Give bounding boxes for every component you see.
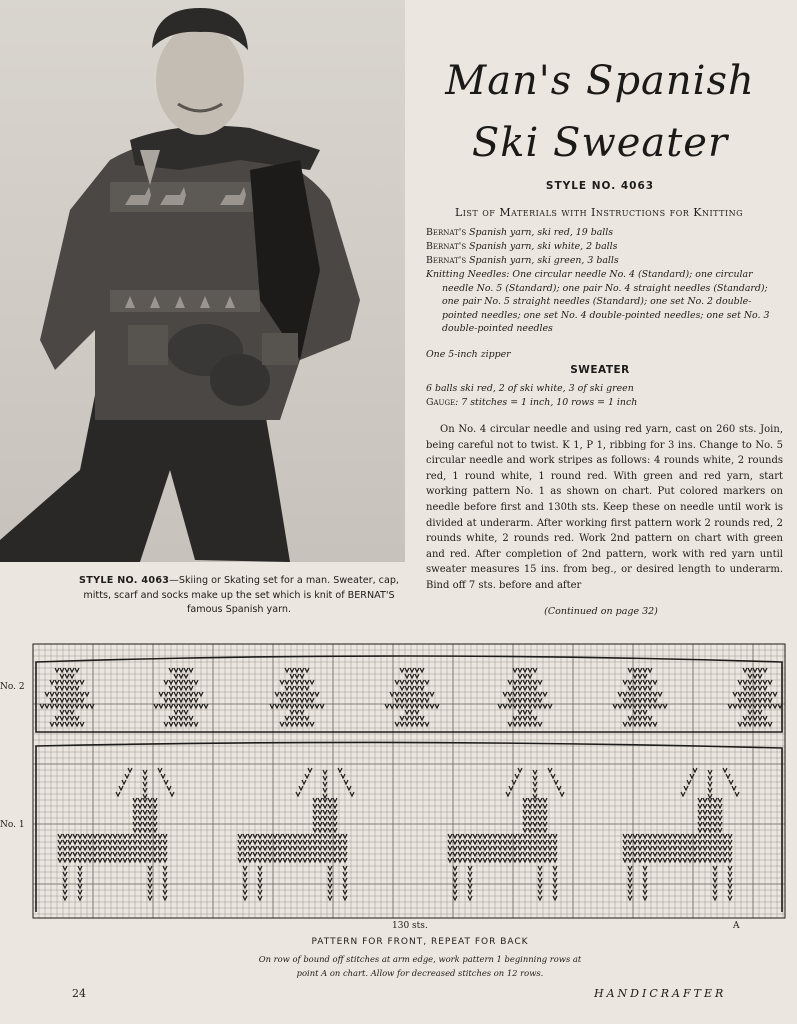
chart-label-no2: No. 2 [0,682,25,692]
knitting-chart [0,640,797,934]
tree-motif [40,668,94,726]
photo-caption [72,574,406,618]
material-item [426,240,771,254]
reindeer-motif [448,768,564,900]
reindeer-motif [58,768,174,900]
gauge-label: Gauge [426,397,456,408]
style-number: STYLE NO. 4063 [545,180,655,192]
material-item [426,226,771,240]
needles-list: Knitting Needles: One circular needle No. 4 (Standard); one circular needle No. 5 (Standard); one pair No. 4 straight needles (Standard); one pair No. 5 straight needles (Standard); one set No. 2 double-pointed needles; one set No. 4 double-pointed needles; one set No. 3 double-pointed needles [426,269,770,335]
tree-motif [154,668,208,726]
model-photo [0,0,405,562]
chart-label-no1: No. 1 [0,820,25,830]
material-text: Spanish yarn, ski red, 19 balls [469,227,614,238]
material-brand: Bernat's [426,241,467,252]
sweater-instructions: On No. 4 circular needle and using red yarn, cast on 260 sts. Join, being careful not to twist. K 1, P 1, ribbing for 3 ins. Change to No. 5 circular needle and work stripes as follows: 4 rounds white, 2 rounds red, 1 round white, 1 round red. With green and red yarn, start working pattern No. 1 as shown on chart. Put colored markers on needle before first and 130th sts. Keep these on needle until work is divided at underarm. After working first pattern work 2 rounds red, 2 rounds white, 2 rounds red. Work 2nd pattern on chart with green and red. After completion of 2nd pattern, work with red yarn until sweater measures 15 ins. from beg., or desired length to underarm. Bind off 7 sts. before and after [426,424,783,591]
chart-point-a: A [733,921,740,931]
photo-illustration [0,0,405,562]
knitting-chart-grid [0,640,797,930]
sweater-yarn: 6 balls ski red, 2 of ski white, 3 of ski green [426,383,634,394]
page-title-line2: Ski Sweater [471,120,729,166]
continued-note: (Continued on page 32) [544,606,658,617]
gauge-line [426,396,771,410]
page-number: 24 [72,987,86,1000]
caption-style-label: STYLE NO. 4063 [79,575,170,586]
materials-heading: List of Materials with Instructions for Knitting [454,206,744,219]
page-title-line1: Man's Spanish [445,58,755,104]
zipper-item: One 5-inch zipper [426,349,511,360]
material-text: Spanish yarn, ski green, 3 balls [469,255,619,266]
reindeer-motif [238,768,354,900]
material-item [426,254,771,268]
pattern-note: On row of bound off stitches at arm edge, work pattern 1 beginning rows at point A on chart. Allow for decreased stitches on 12 rows. [258,954,582,978]
tree-motif [728,668,782,726]
pattern-heading: PATTERN FOR FRONT, REPEAT FOR BACK [311,937,529,947]
publication-name: HANDICRAFTER [594,987,727,1000]
caption-text: —Skiing or Skating set for a man. Sweater, cap, mitts, scarf and socks make up the set which is knit of BERNAT'S famous Spanish yarn. [83,575,399,615]
sweater-heading: SWEATER [570,364,630,376]
material-text: Spanish yarn, ski white, 2 balls [469,241,618,252]
material-brand: Bernat's [426,227,467,238]
chart-stitch-count: 130 sts. [392,921,428,931]
gauge-value: : 7 stitches = 1 inch, 10 rows = 1 inch [455,397,638,408]
material-brand: Bernat's [426,255,467,266]
